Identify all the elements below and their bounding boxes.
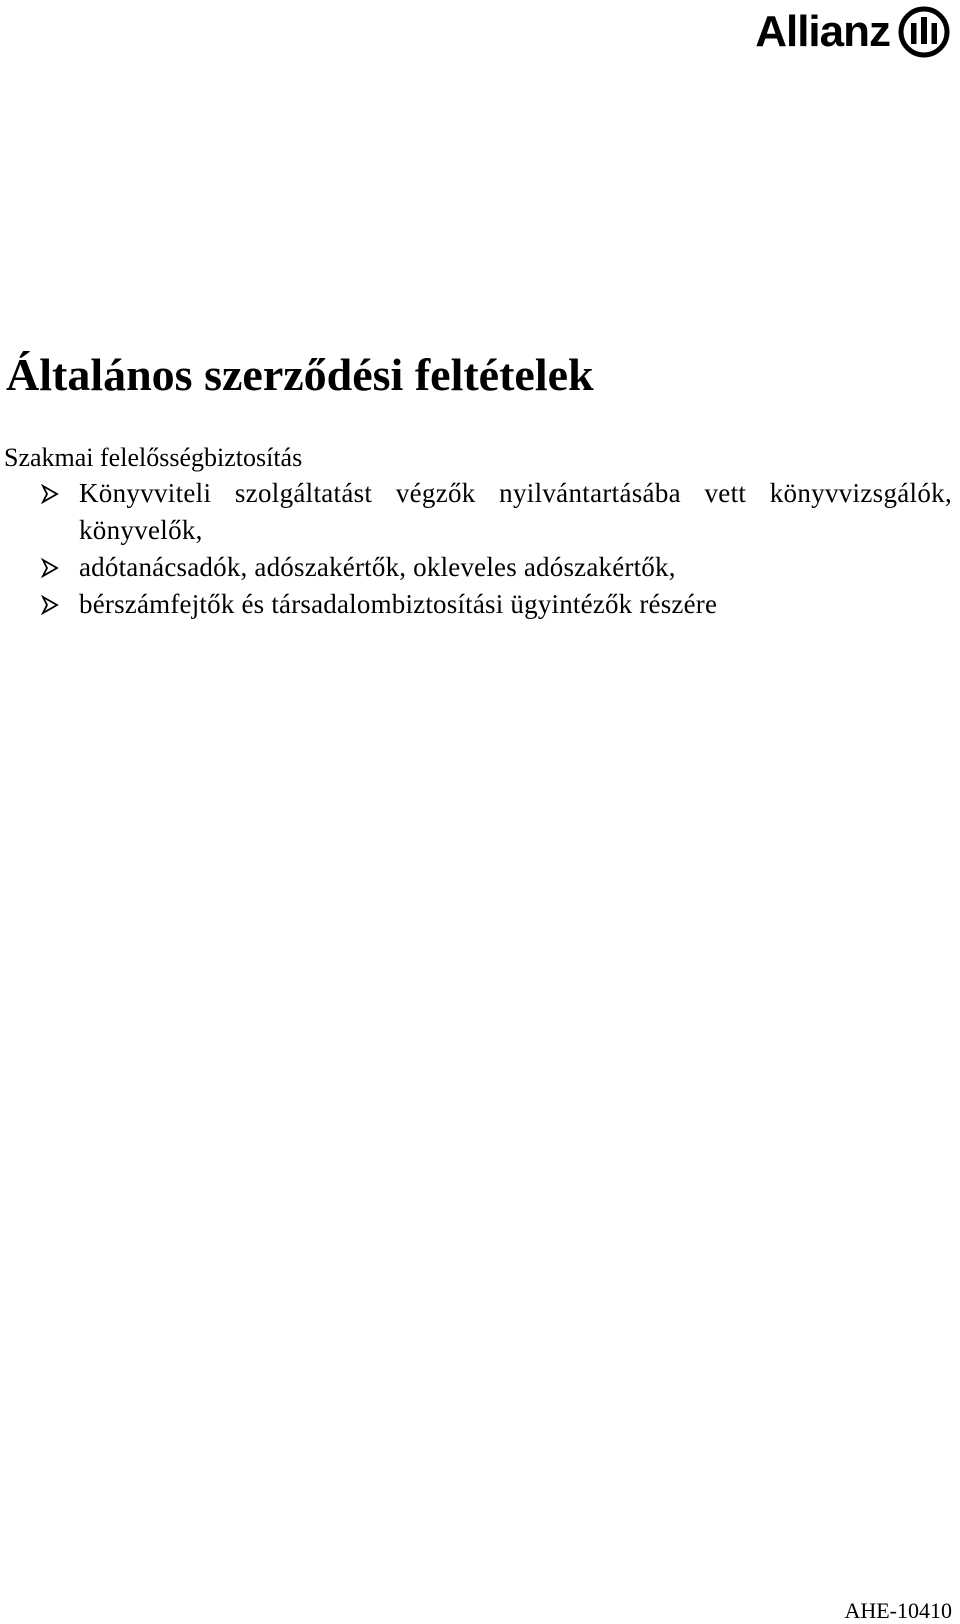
- document-title: Általános szerződési feltételek: [6, 349, 594, 400]
- brand-name: Allianz: [755, 7, 890, 56]
- arrowhead-bullet-icon: [0, 549, 79, 578]
- list-item: [0, 475, 952, 549]
- document-code: AHE-10410: [844, 1598, 952, 1623]
- allianz-logo: [755, 6, 950, 58]
- list-item-text: adótanácsadók, adószakértők, okleveles adószakértők,: [79, 552, 676, 582]
- document-subtitle: Szakmai felelősségbiztosítás: [4, 443, 303, 472]
- list-item: [0, 586, 952, 623]
- arrowhead-bullet-icon: [0, 475, 79, 504]
- allianz-eagle-emblem-icon: [898, 6, 950, 58]
- list-item-text: bérszámfejtők és társadalombiztosítási ügyintézők részére: [79, 589, 718, 619]
- list-item: [0, 549, 952, 586]
- target-group-list: [0, 475, 952, 623]
- list-item-text: Könyvviteli szolgáltatást végzők nyilvántartásába vett könyvvizsgálók, könyvelők,: [79, 478, 952, 545]
- arrowhead-bullet-icon: [0, 586, 79, 615]
